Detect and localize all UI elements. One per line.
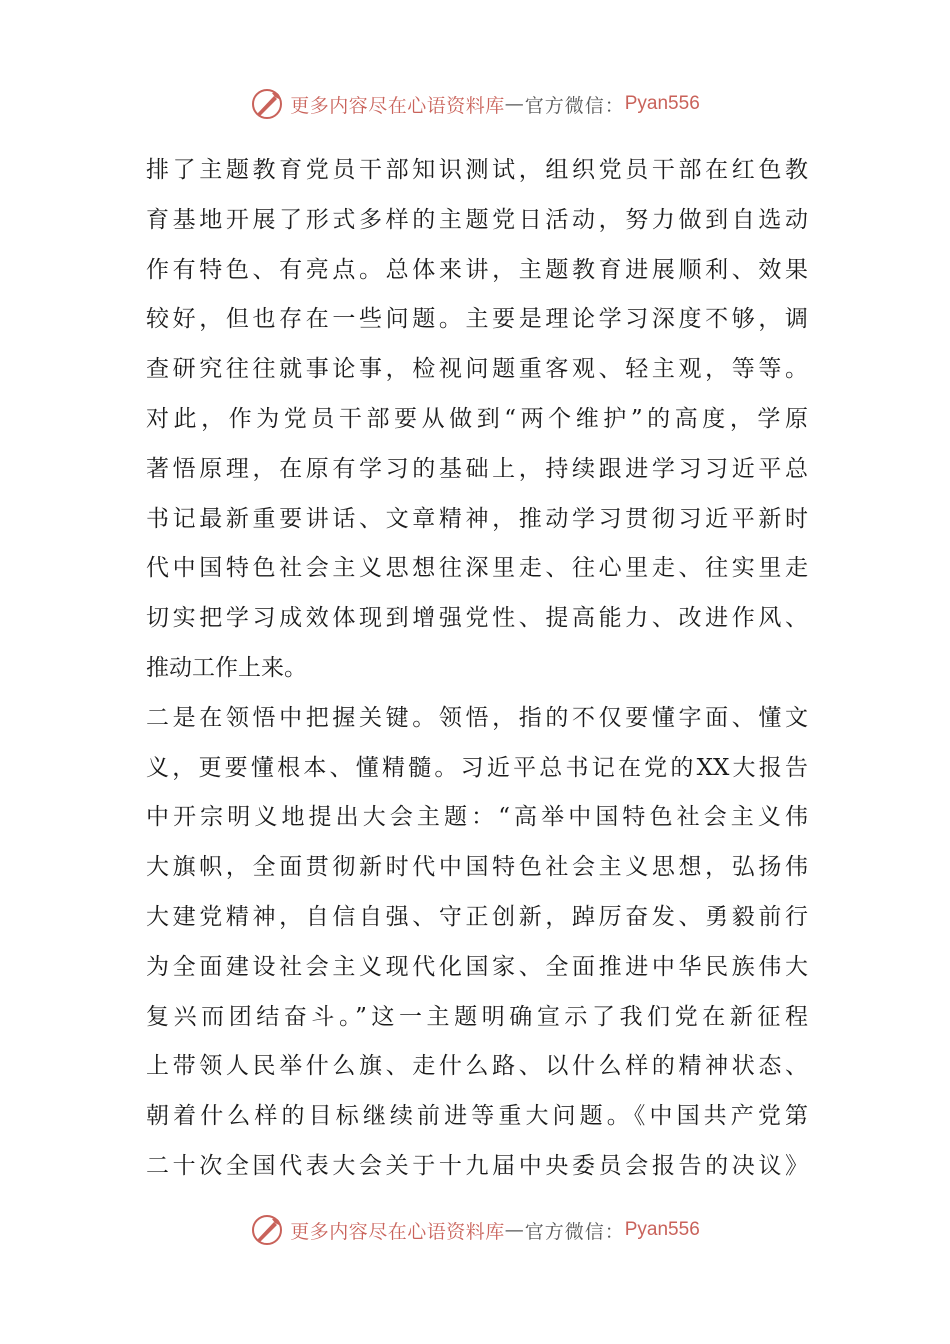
- body-line: 代中国特色社会主义思想往深里走、往心里走、往实里走: [146, 555, 808, 582]
- body-line: 中开宗明义地提出大会主题：“高举中国特色社会主义伟: [146, 804, 808, 831]
- header-wechat-id: Pyan556: [624, 93, 700, 114]
- body-line: 义，更要懂根本、懂精髓。习近平总书记在党的XX大报告: [146, 754, 808, 781]
- footer-wechat-id: Pyan556: [624, 1219, 700, 1240]
- body-line: 较好，但也存在一些问题。主要是理论学习深度不够，调: [146, 306, 808, 333]
- body-line: 二十次全国代表大会关于十九届中央委员会报告的决议》: [146, 1152, 808, 1179]
- body-line: 对此，作为党员干部要从做到“两个维护”的高度，学原: [146, 405, 808, 432]
- body-line: 著悟原理，在原有学习的基础上，持续跟进学习习近平总: [146, 455, 808, 482]
- footer-banner: [0, 1210, 950, 1250]
- quill-logo-icon: [250, 87, 284, 121]
- header-banner: [0, 84, 950, 124]
- footer-official-text: 官方微信：: [524, 1220, 625, 1243]
- body-line: 二是在领悟中把握关键。领悟，指的不仅要懂字面、懂文: [146, 704, 808, 731]
- body-line: 排了主题教育党员干部知识测试，组织党员干部在红色教: [146, 157, 808, 183]
- body-line: 书记最新重要讲话、文章精神，推动学习贯彻习近平新时: [146, 505, 808, 532]
- document-body: [146, 146, 808, 1192]
- body-line: 复兴而团结奋斗。”这一主题明确宣示了我们党在新征程: [146, 1003, 808, 1030]
- body-line: 切实把学习成效体现到增强党性、提高能力、改进作风、: [146, 605, 808, 632]
- footer-dash: —: [504, 1219, 525, 1241]
- body-line: 作有特色、有亮点。总体来讲，主题教育进展顺利、效果: [146, 256, 808, 283]
- body-line: 朝着什么样的目标继续前进等重大问题。《中国共产党第: [146, 1103, 808, 1130]
- body-line: 为全面建设社会主义现代化国家、全面推进中华民族伟大: [146, 953, 808, 980]
- header-official-text: 官方微信：: [524, 94, 625, 117]
- body-line: 上带领人民举什么旗、走什么路、以什么样的精神状态、: [146, 1053, 808, 1080]
- body-line: 育基地开展了形式多样的主题党日活动，努力做到自选动: [146, 206, 808, 233]
- footer-site-text: 更多内容尽在心语资料库: [290, 1220, 505, 1243]
- header-dash: —: [504, 93, 525, 115]
- body-line: 大旗帜，全面贯彻新时代中国特色社会主义思想，弘扬伟: [146, 854, 808, 881]
- body-line: 查研究往往就事论事，检视问题重客观、轻主观，等等。: [146, 356, 808, 383]
- quill-logo-icon: [250, 1213, 284, 1247]
- body-line: 大建党精神，自信自强、守正创新，踔厉奋发、勇毅前行: [146, 903, 808, 930]
- header-site-text: 更多内容尽在心语资料库: [290, 94, 505, 117]
- body-line: 推动工作上来。: [146, 654, 307, 681]
